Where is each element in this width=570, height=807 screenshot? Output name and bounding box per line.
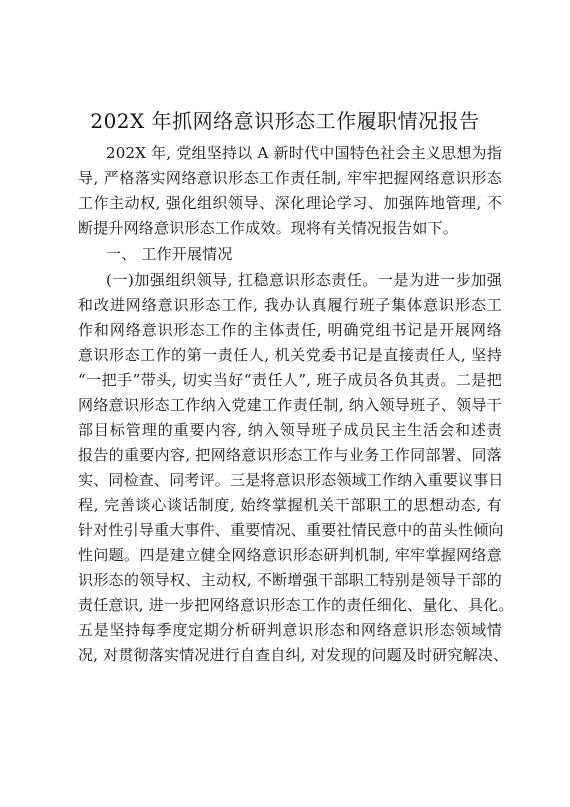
intro-line: 工作主动权, 强化组织领导、深化理论学习、加强阵地管理, 不 <box>78 194 502 212</box>
section-1-paragraph <box>78 268 514 668</box>
section-heading-text: 一、 工作开展情况 <box>106 245 233 263</box>
body-line: 实、同检查、同考评。三是将意识形态领域工作纳入重要议事日 <box>78 471 504 489</box>
document-title: 202X 年抓网络意识形态工作履职情况报告 <box>90 109 480 133</box>
body-line: 针对性引导重大事件、重要情况、重要社情民意中的苗头性倾向 <box>78 521 504 539</box>
body-line: 网络意识形态工作纳入党建工作责任制, 纳入领导班子、领导干 <box>78 396 502 414</box>
body-line: 况, 对贯彻落实情况进行自查自纠, 对发现的问题及时研究解决、 <box>78 646 509 664</box>
body-line: 意识形态工作的第一责任人, 机关党委书记是直接责任人, 坚持 <box>78 346 502 364</box>
body-line: 部目标管理的重要内容, 纳入领导班子成员民主生活会和述责 <box>78 421 502 439</box>
body-line: 责任意识, 进一步把网络意识形态工作的责任细化、量化、具化。 <box>78 596 514 614</box>
body-line: 和改进网络意识形态工作, 我办认真履行班子集体意识形态工 <box>78 296 502 314</box>
body-line: 性问题。四是建立健全网络意识形态研判机制, 牢牢掌握网络意 <box>78 546 502 564</box>
body-line: 程, 完善谈心谈话制度, 始终掌握机关干部职工的思想动态, 有 <box>78 496 502 514</box>
body-line: 识形态的领导权、主动权, 不断增强干部职工特别是领导干部的 <box>78 571 502 589</box>
intro-line: 断提升网络意识形态工作成效。现将有关情况报告如下。 <box>78 219 459 237</box>
intro-line: 导, 严格落实网络意识形态工作责任制, 牢牢把握网络意识形态 <box>78 169 502 187</box>
section-heading <box>78 242 502 267</box>
body-line: 五是坚持每季度定期分析研判意识形态和网络意识形态领域情 <box>78 621 502 639</box>
intro-paragraph <box>78 141 502 241</box>
body-line: “一把手”带头, 切实当好“责任人”, 班子成员各负其责。二是把 <box>78 371 502 389</box>
intro-line: 202X 年, 党组坚持以 A 新时代中国特色社会主义思想为指 <box>106 144 502 162</box>
body-line: (一)加强组织领导, 扛稳意识形态责任。一是为进一步加强 <box>106 271 502 289</box>
body-line: 报告的重要内容, 把网络意识形态工作与业务工作同部署、同落 <box>78 446 502 464</box>
body-line: 作和网络意识形态工作的主体责任, 明确党组书记是开展网络 <box>78 321 502 339</box>
